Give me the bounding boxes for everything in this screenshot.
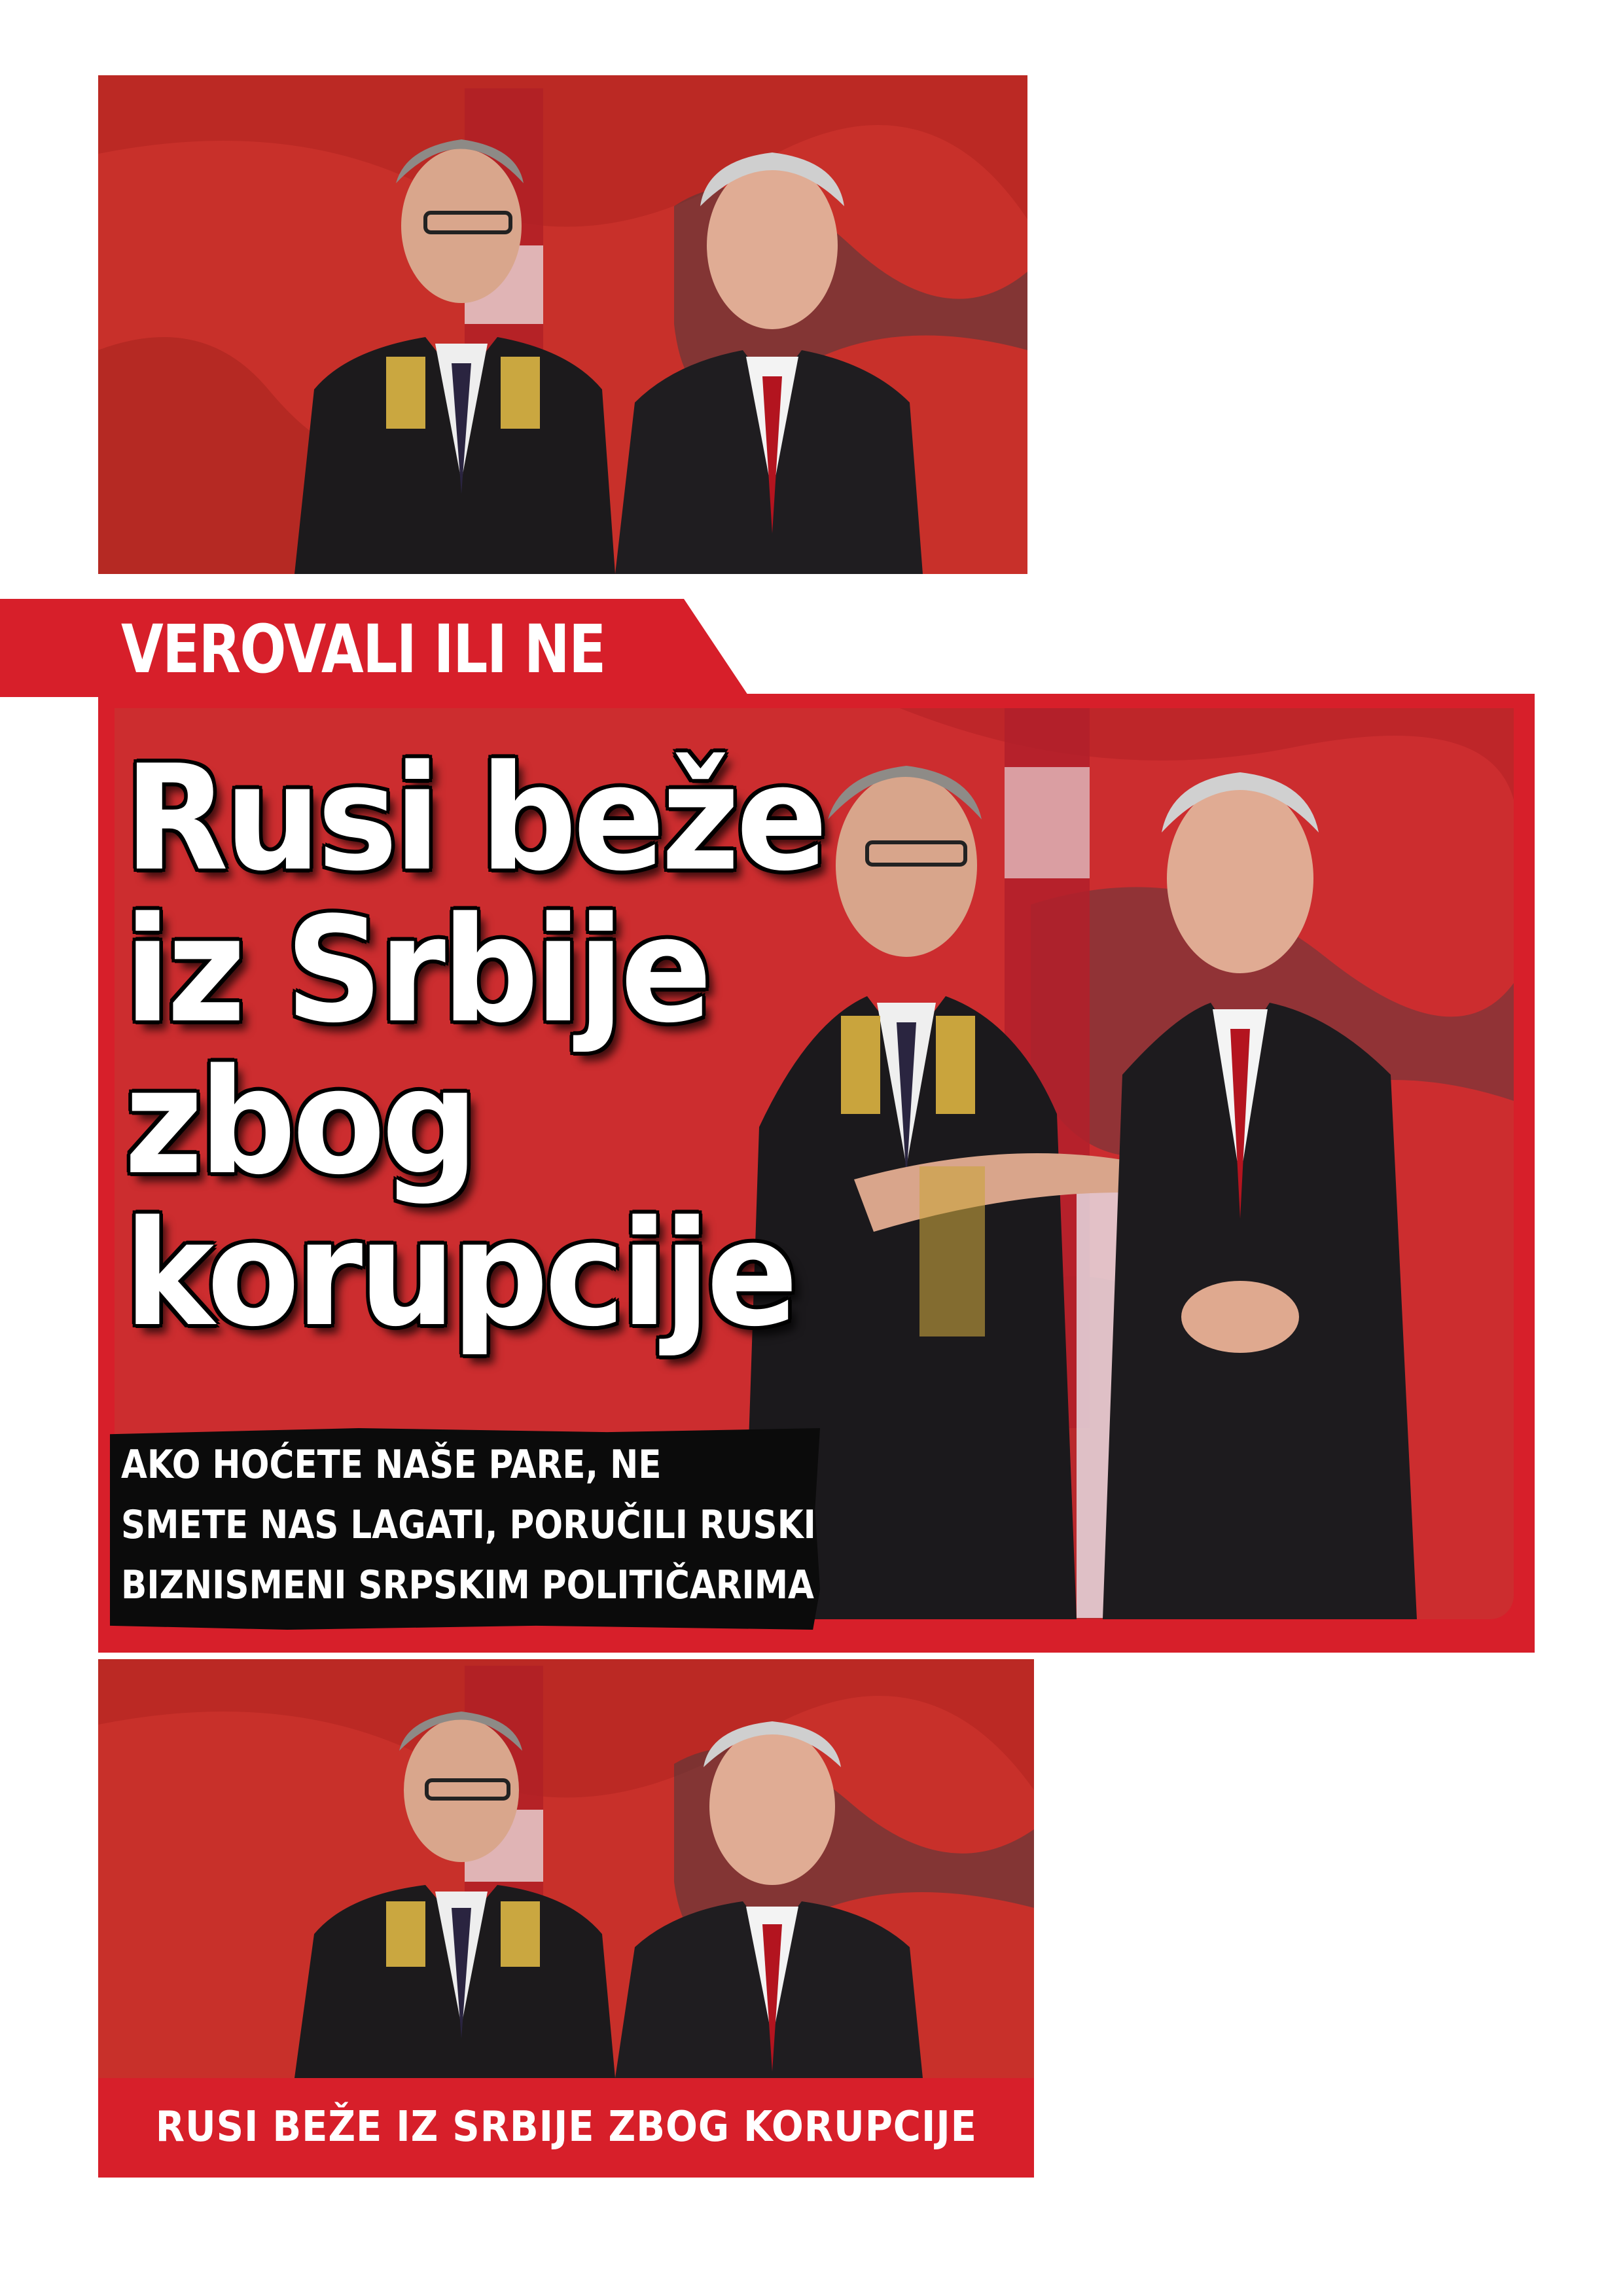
subhead [121,1435,816,1615]
headline-line: korupcije [124,1190,794,1359]
two-men-photo-icon [98,1659,1034,2078]
bottom-photo [98,1659,1034,2078]
top-photo [98,75,1027,574]
kicker-label: VEROVALI ILI NE [121,611,605,689]
two-men-photo-icon [98,75,1027,574]
headline-line: Rusi beže [124,734,825,903]
bottom-caption [98,2078,1034,2176]
subhead-line: SMETE NAS LAGATI, PORUČILI RUSKI [121,1502,816,1548]
headline-line: iz Srbije [124,886,709,1055]
subhead-line: BIZNISMENI SRPSKIM POLITIČARIMA [121,1562,814,1608]
headline-line: zbog [124,1038,475,1207]
bottom-caption-text: RUSI BEŽE IZ SRBIJE ZBOG KORUPCIJE [155,2103,977,2151]
subhead-line: AKO HOĆETE NAŠE PARE, NE [121,1442,662,1488]
headline [124,734,916,1359]
